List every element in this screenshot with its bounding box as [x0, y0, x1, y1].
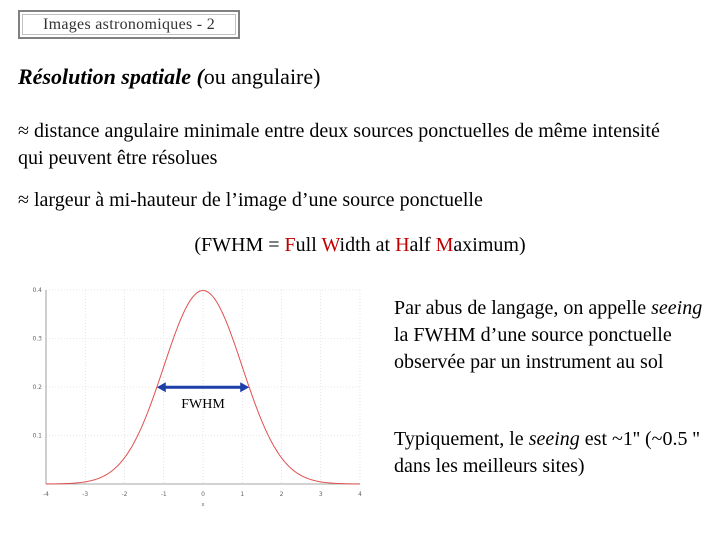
x-tick-label: 4	[358, 491, 362, 498]
x-tick-label: 2	[279, 491, 284, 498]
slide-tag: Images astronomiques - 2	[18, 10, 240, 39]
fwhm-text-part: idth at	[339, 234, 396, 256]
definition-paragraph-1: ≈ distance angulaire minimale entre deux sources ponctuelles de même intensité qui peuvent être résolues	[18, 120, 660, 169]
x-tick-label: -2	[121, 491, 128, 498]
gaussian-chart	[30, 282, 370, 512]
fwhm-text-part: alf	[409, 234, 436, 256]
y-tick-label: 0.2	[32, 384, 42, 391]
fwhm-initial-letter: F	[284, 234, 296, 256]
seeing-value-term: seeing	[528, 428, 580, 450]
x-tick-label: -3	[82, 491, 89, 498]
x-tick-label: -4	[43, 491, 49, 498]
title-main: Résolution spatiale (	[18, 64, 204, 89]
x-axis-label: x	[201, 502, 205, 508]
title-sub: ou angulaire)	[203, 64, 321, 89]
x-tick-label: -1	[160, 491, 167, 498]
seeing-value-note	[394, 426, 714, 480]
seeing-value-after: est ~1'' (~0.5 '' dans les meilleurs sites)	[394, 428, 700, 477]
seeing-note-after: la FWHM d’une source ponctuelle observée par un instrument au sol	[394, 324, 672, 373]
fwhm-expansion	[0, 234, 720, 257]
seeing-note	[394, 295, 704, 376]
fwhm-label: FWHM	[181, 397, 225, 413]
x-tick-label: 1	[240, 491, 245, 498]
y-tick-label: 0.4	[32, 287, 42, 294]
y-tick-label: 0.1	[32, 432, 42, 440]
fwhm-text-part: aximum)	[453, 234, 526, 256]
x-tick-label: 0	[201, 491, 205, 498]
fwhm-text-part: ull	[295, 234, 322, 256]
definition-paragraph-2: ≈ largeur à mi-hauteur de l’image d’une source ponctuelle	[18, 189, 483, 211]
seeing-term: seeing	[651, 297, 703, 319]
fwhm-text-part: =	[263, 234, 285, 256]
slide-title	[18, 64, 320, 90]
seeing-note-before: Par abus de langage, on appelle	[394, 297, 652, 319]
fwhm-text-part: (	[194, 234, 202, 256]
fwhm-initial-letter: M	[435, 234, 454, 256]
fwhm-text-part: FWHM	[201, 234, 264, 256]
y-tick-label: 0.3	[32, 335, 42, 343]
x-tick-label: 3	[318, 491, 323, 498]
seeing-value-before: Typiquement, le	[394, 428, 529, 450]
fwhm-initial-letter: W	[321, 234, 340, 256]
fwhm-initial-letter: H	[395, 234, 410, 256]
